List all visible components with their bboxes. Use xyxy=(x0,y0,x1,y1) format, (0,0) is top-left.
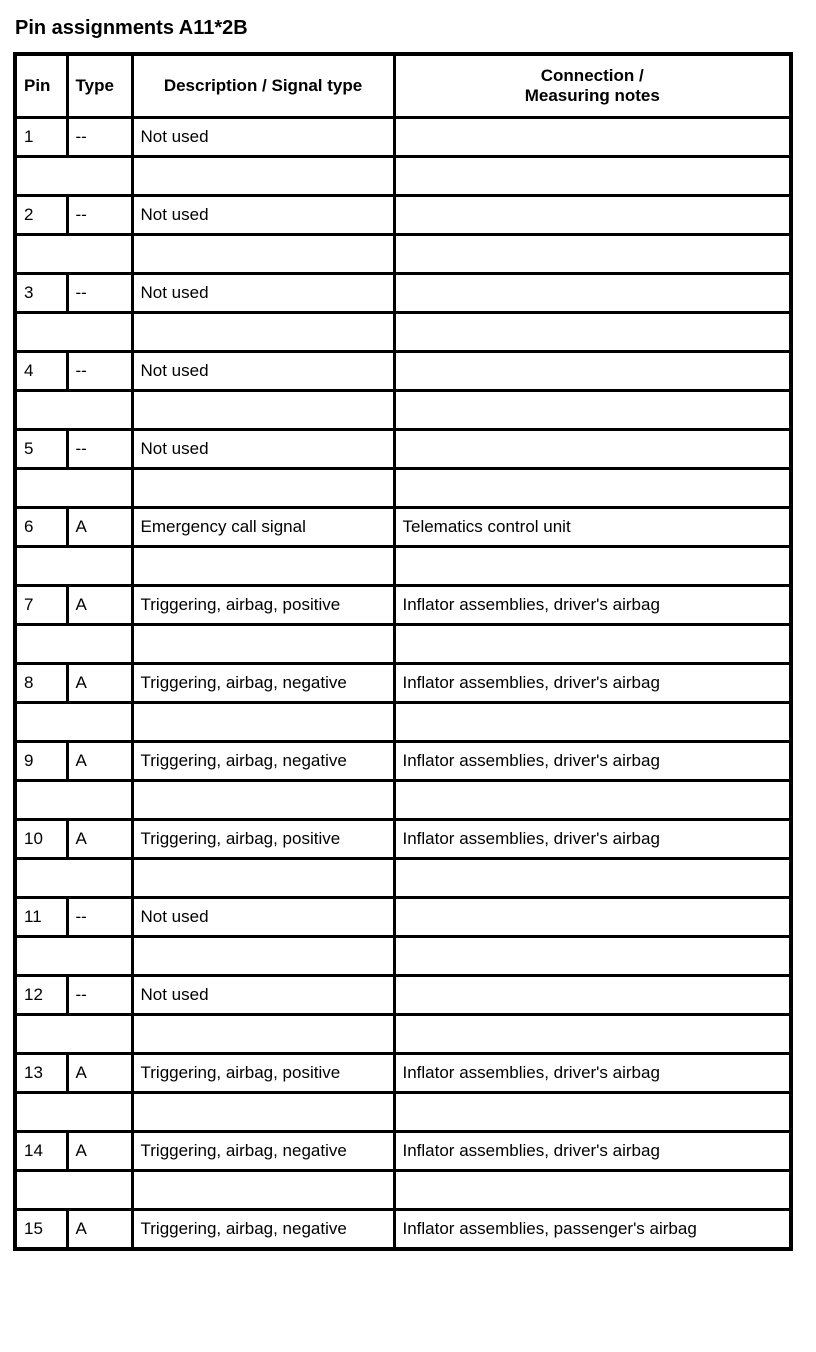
spacer-cell-pin-type xyxy=(15,313,132,352)
spacer-cell-connection xyxy=(394,313,791,352)
table-header-row xyxy=(15,54,791,118)
cell-pin: 4 xyxy=(15,352,67,391)
spacer-cell-connection xyxy=(394,157,791,196)
spacer-cell-connection xyxy=(394,1093,791,1132)
spacer-cell-connection xyxy=(394,547,791,586)
spacer-row xyxy=(15,469,791,508)
cell-type: A xyxy=(67,1132,132,1171)
cell-connection xyxy=(394,118,791,157)
cell-connection: Inflator assemblies, driver's airbag xyxy=(394,742,791,781)
cell-description: Not used xyxy=(132,196,394,235)
spacer-cell-description xyxy=(132,157,394,196)
spacer-cell-connection xyxy=(394,391,791,430)
spacer-cell-pin-type xyxy=(15,703,132,742)
spacer-cell-pin-type xyxy=(15,625,132,664)
header-description: Description / Signal type xyxy=(132,54,394,118)
table-row xyxy=(15,1210,791,1250)
table-row xyxy=(15,898,791,937)
cell-connection xyxy=(394,430,791,469)
page-title: Pin assignments A11*2B xyxy=(15,17,248,39)
cell-connection: Inflator assemblies, driver's airbag xyxy=(394,1132,791,1171)
cell-pin: 13 xyxy=(15,1054,67,1093)
table-row xyxy=(15,976,791,1015)
cell-description: Triggering, airbag, negative xyxy=(132,1132,394,1171)
cell-connection xyxy=(394,196,791,235)
table-row xyxy=(15,352,791,391)
cell-description: Not used xyxy=(132,118,394,157)
cell-description: Not used xyxy=(132,274,394,313)
cell-pin: 1 xyxy=(15,118,67,157)
spacer-cell-description xyxy=(132,703,394,742)
cell-pin: 15 xyxy=(15,1210,67,1250)
spacer-cell-description xyxy=(132,391,394,430)
spacer-cell-pin-type xyxy=(15,1093,132,1132)
header-connection xyxy=(394,54,791,118)
cell-description: Not used xyxy=(132,352,394,391)
header-connection-line2: Measuring notes xyxy=(524,86,660,105)
spacer-cell-description xyxy=(132,1171,394,1210)
cell-description: Triggering, airbag, negative xyxy=(132,1210,394,1250)
table-row xyxy=(15,820,791,859)
cell-pin: 5 xyxy=(15,430,67,469)
spacer-row xyxy=(15,625,791,664)
spacer-row xyxy=(15,1093,791,1132)
cell-connection xyxy=(394,898,791,937)
spacer-row xyxy=(15,1171,791,1210)
cell-type: A xyxy=(67,664,132,703)
cell-type: -- xyxy=(67,274,132,313)
cell-type: A xyxy=(67,508,132,547)
cell-description: Triggering, airbag, positive xyxy=(132,586,394,625)
cell-type: A xyxy=(67,1054,132,1093)
spacer-cell-pin-type xyxy=(15,157,132,196)
cell-pin: 2 xyxy=(15,196,67,235)
spacer-row xyxy=(15,547,791,586)
header-pin: Pin xyxy=(15,54,67,118)
cell-pin: 11 xyxy=(15,898,67,937)
cell-pin: 14 xyxy=(15,1132,67,1171)
cell-pin: 3 xyxy=(15,274,67,313)
spacer-cell-connection xyxy=(394,625,791,664)
spacer-cell-description xyxy=(132,547,394,586)
cell-description: Triggering, airbag, negative xyxy=(132,742,394,781)
cell-type: -- xyxy=(67,976,132,1015)
cell-connection: Inflator assemblies, driver's airbag xyxy=(394,820,791,859)
cell-type: -- xyxy=(67,430,132,469)
cell-type: A xyxy=(67,742,132,781)
spacer-cell-pin-type xyxy=(15,391,132,430)
cell-pin: 7 xyxy=(15,586,67,625)
spacer-cell-description xyxy=(132,1015,394,1054)
cell-type: A xyxy=(67,586,132,625)
spacer-cell-connection xyxy=(394,1171,791,1210)
spacer-cell-description xyxy=(132,937,394,976)
table-body xyxy=(15,118,791,1250)
header-connection-line1: Connection / xyxy=(540,66,644,85)
cell-description: Not used xyxy=(132,430,394,469)
cell-type: A xyxy=(67,820,132,859)
cell-pin: 9 xyxy=(15,742,67,781)
table-row xyxy=(15,664,791,703)
spacer-row xyxy=(15,703,791,742)
spacer-row xyxy=(15,859,791,898)
spacer-cell-connection xyxy=(394,859,791,898)
cell-connection: Inflator assemblies, driver's airbag xyxy=(394,1054,791,1093)
cell-connection: Inflator assemblies, passenger's airbag xyxy=(394,1210,791,1250)
spacer-row xyxy=(15,313,791,352)
spacer-cell-description xyxy=(132,859,394,898)
cell-type: -- xyxy=(67,118,132,157)
cell-type: -- xyxy=(67,352,132,391)
pin-assignment-table xyxy=(13,52,793,1251)
spacer-cell-pin-type xyxy=(15,1015,132,1054)
table-row xyxy=(15,586,791,625)
spacer-cell-pin-type xyxy=(15,469,132,508)
table-row xyxy=(15,742,791,781)
table-row xyxy=(15,1132,791,1171)
cell-connection: Inflator assemblies, driver's airbag xyxy=(394,664,791,703)
table-row xyxy=(15,508,791,547)
spacer-cell-connection xyxy=(394,1015,791,1054)
cell-type: A xyxy=(67,1210,132,1250)
spacer-cell-pin-type xyxy=(15,781,132,820)
spacer-cell-connection xyxy=(394,937,791,976)
cell-description: Emergency call signal xyxy=(132,508,394,547)
cell-pin: 6 xyxy=(15,508,67,547)
table-row xyxy=(15,430,791,469)
cell-connection xyxy=(394,976,791,1015)
cell-description: Triggering, airbag, positive xyxy=(132,1054,394,1093)
spacer-row xyxy=(15,391,791,430)
spacer-cell-pin-type xyxy=(15,937,132,976)
spacer-cell-connection xyxy=(394,235,791,274)
cell-description: Not used xyxy=(132,898,394,937)
table-row xyxy=(15,1054,791,1093)
spacer-cell-description xyxy=(132,1093,394,1132)
cell-connection: Inflator assemblies, driver's airbag xyxy=(394,586,791,625)
spacer-row xyxy=(15,781,791,820)
cell-type: -- xyxy=(67,196,132,235)
spacer-cell-connection xyxy=(394,781,791,820)
spacer-cell-pin-type xyxy=(15,547,132,586)
spacer-row xyxy=(15,235,791,274)
table-row xyxy=(15,196,791,235)
spacer-row xyxy=(15,937,791,976)
table-row xyxy=(15,274,791,313)
spacer-cell-pin-type xyxy=(15,1171,132,1210)
cell-pin: 8 xyxy=(15,664,67,703)
cell-connection: Telematics control unit xyxy=(394,508,791,547)
cell-connection xyxy=(394,274,791,313)
spacer-cell-connection xyxy=(394,469,791,508)
spacer-cell-description xyxy=(132,235,394,274)
spacer-row xyxy=(15,157,791,196)
cell-pin: 12 xyxy=(15,976,67,1015)
cell-connection xyxy=(394,352,791,391)
spacer-cell-pin-type xyxy=(15,235,132,274)
spacer-cell-description xyxy=(132,625,394,664)
cell-description: Triggering, airbag, positive xyxy=(132,820,394,859)
spacer-row xyxy=(15,1015,791,1054)
table-row xyxy=(15,118,791,157)
spacer-cell-connection xyxy=(394,703,791,742)
spacer-cell-description xyxy=(132,781,394,820)
cell-description: Not used xyxy=(132,976,394,1015)
cell-type: -- xyxy=(67,898,132,937)
spacer-cell-description xyxy=(132,469,394,508)
spacer-cell-description xyxy=(132,313,394,352)
spacer-cell-pin-type xyxy=(15,859,132,898)
cell-description: Triggering, airbag, negative xyxy=(132,664,394,703)
cell-pin: 10 xyxy=(15,820,67,859)
header-type: Type xyxy=(67,54,132,118)
